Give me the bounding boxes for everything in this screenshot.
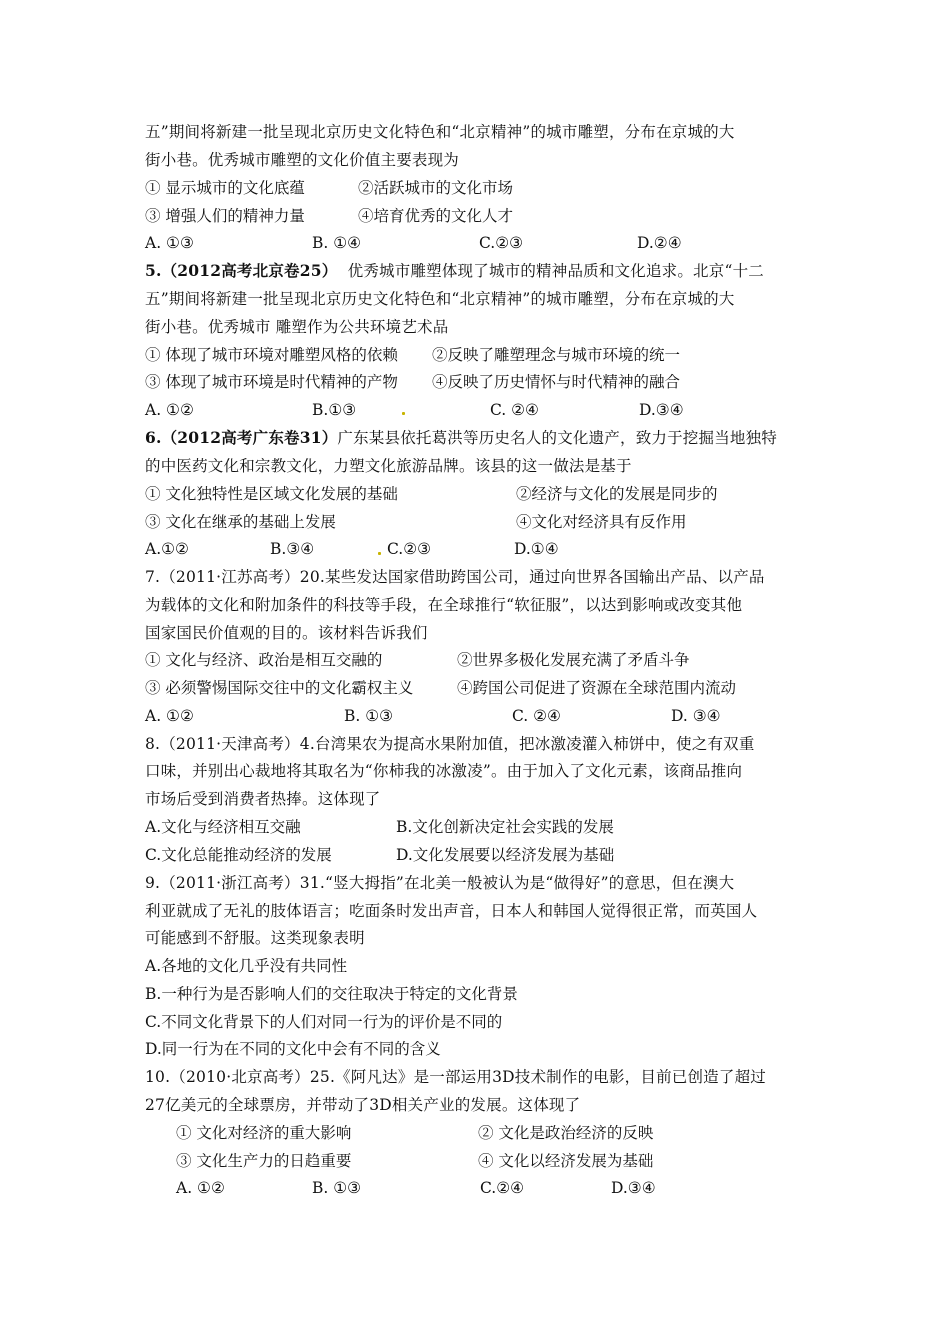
q4-stem-line-2: 街小巷。优秀城市雕塑的文化价值主要表现为 (145, 151, 460, 169)
q10-option-b: B. ①③ (312, 1179, 362, 1197)
q10-stem-line-1: 10.（2010·北京高考）25.《阿凡达》是一部运用3D技术制作的电影，目前已创造了超过 (145, 1068, 766, 1086)
q8-option-c: C.文化总能推动经济的发展 (145, 846, 332, 864)
q4-choice-3: ③ 增强人们的精神力量 (145, 207, 305, 225)
q9-stem-line-2: 利亚就成了无礼的肢体语言；吃面条时发出声音，日本人和韩国人觉得很正常，而英国人 (145, 902, 758, 920)
q6-option-c: C.②③ (387, 540, 432, 558)
q7-option-a: A. ①② (145, 707, 194, 725)
q5-stem-text: 优秀城市雕塑体现了城市的精神品质和文化追求。北京“十二 (337, 262, 764, 280)
q10-option-a: A. ①② (176, 1179, 225, 1197)
q4-choice-4: ④培育优秀的文化人才 (358, 207, 514, 225)
q6-option-b: B.③④ (270, 540, 315, 558)
q6-option-d: D.①④ (514, 540, 559, 558)
q7-choice-2: ②世界多极化发展充满了矛盾斗争 (457, 651, 690, 669)
q7-option-c: C. ②④ (512, 707, 561, 725)
q5-option-c: C. ②④ (490, 401, 539, 419)
q4-choice-1: ① 显示城市的文化底蕴 (145, 179, 305, 197)
q7-stem-line-1: 7.（2011·江苏高考）20.某些发达国家借助跨国公司，通过向世界各国输出产品、以产品 (145, 568, 765, 586)
q5-choice-1: ① 体现了城市环境对雕塑风格的依赖 (145, 346, 398, 364)
q4-option-d: D.②④ (637, 234, 682, 252)
q5-choice-2: ②反映了雕塑理念与城市环境的统一 (432, 346, 681, 364)
q6-choice-3: ③ 文化在继承的基础上发展 (145, 513, 336, 531)
q10-choice-1: ① 文化对经济的重大影响 (176, 1124, 352, 1142)
q8-stem-line-3: 市场后受到消费者热捧。这体现了 (145, 790, 381, 808)
q4-option-b: B. ①④ (312, 234, 362, 252)
q6-choice-1: ① 文化独特性是区域文化发展的基础 (145, 485, 398, 503)
q8-stem-line-2: 口味，并别出心裁地将其取名为“你柿我的冰激凌”。由于加入了文化元素，该商品推向 (145, 762, 743, 780)
q6-heading: 6.（2012高考广东卷31） (145, 428, 338, 447)
q9-stem-line-1: 9.（2011·浙江高考）31.“竖大拇指”在北美一般被认为是“做得好”的意思，但在澳大 (145, 874, 735, 892)
q6-option-a: A.①② (145, 540, 189, 558)
q10-choice-2: ② 文化是政治经济的反映 (478, 1124, 654, 1142)
q9-option-c: C.不同文化背景下的人们对同一行为的评价是不同的 (145, 1013, 503, 1031)
q7-choice-3: ③ 必须警惕国际交往中的文化霸权主义 (145, 679, 414, 697)
q7-option-d: D. ③④ (671, 707, 721, 725)
q4-option-c: C.②③ (479, 234, 524, 252)
q9-option-d: D.同一行为在不同的文化中会有不同的含义 (145, 1040, 441, 1058)
q7-choice-4: ④跨国公司促进了资源在全球范围内流动 (457, 679, 737, 697)
q10-choice-4: ④ 文化以经济发展为基础 (478, 1152, 654, 1170)
q6-choice-4: ④文化对经济具有反作用 (516, 513, 687, 531)
q9-option-b: B.一种行为是否影响人们的交往取决于特定的文化背景 (145, 985, 518, 1003)
q8-stem-line-1: 8.（2011·天津高考）4.台湾果农为提高水果附加值，把冰激凌灌入柿饼中，使之有双重 (145, 735, 755, 753)
q6-stem-line-1 (145, 428, 777, 448)
q10-choice-3: ③ 文化生产力的日趋重要 (176, 1152, 352, 1170)
q4-choice-2: ②活跃城市的文化市场 (358, 179, 514, 197)
q5-option-b: B.①③ (312, 401, 357, 419)
q10-option-c: C.②④ (480, 1179, 525, 1197)
q9-option-a: A.各地的文化几乎没有共同性 (145, 957, 348, 975)
q5-choice-4: ④反映了历史情怀与时代精神的融合 (432, 373, 681, 391)
q10-option-d: D.③④ (611, 1179, 656, 1197)
q7-stem-line-2: 为载体的文化和附加条件的科技等手段，在全球推行“软征服”，以达到影响或改变其他 (145, 596, 743, 614)
q5-stem-line-1 (145, 261, 764, 281)
q5-stem-line-2: 五”期间将新建一批呈现北京历史文化特色和“北京精神”的城市雕塑，分布在京城的大 (145, 290, 735, 308)
q4-option-a: A. ①③ (145, 234, 194, 252)
q8-option-a: A.文化与经济相互交融 (145, 818, 301, 836)
q8-option-d: D.文化发展要以经济发展为基础 (396, 846, 615, 864)
q6-stem-text: 广东某县依托葛洪等历史名人的文化遗产，致力于挖掘当地独特 (337, 429, 778, 447)
q7-option-b: B. ①③ (344, 707, 394, 725)
q5-heading: 5.（2012高考北京卷25） (145, 261, 338, 280)
q7-choice-1: ① 文化与经济、政治是相互交融的 (145, 651, 383, 669)
q5-stem-line-3: 街小巷。优秀城市 雕塑作为公共环境艺术品 (145, 318, 449, 336)
q7-stem-line-3: 国家国民价值观的目的。该材料告诉我们 (145, 624, 428, 642)
q5-option-a: A. ①② (145, 401, 194, 419)
q9-stem-line-3: 可能感到不舒服。这类现象表明 (145, 929, 365, 947)
q4-stem-line-1: 五”期间将新建一批呈现北京历史文化特色和“北京精神”的城市雕塑，分布在京城的大 (145, 123, 735, 141)
q6-choice-2: ②经济与文化的发展是同步的 (516, 485, 718, 503)
q5-choice-3: ③ 体现了城市环境是时代精神的产物 (145, 373, 398, 391)
q10-stem-line-2: 27亿美元的全球票房，并带动了3D相关产业的发展。这体现了 (145, 1096, 581, 1114)
stray-mark (402, 412, 405, 415)
q6-stem-line-2: 的中医药文化和宗教文化，力塑文化旅游品牌。该县的这一做法是基于 (145, 457, 632, 475)
q8-option-b: B.文化创新决定社会实践的发展 (396, 818, 614, 836)
q5-option-d: D.③④ (639, 401, 684, 419)
stray-mark (378, 552, 381, 555)
